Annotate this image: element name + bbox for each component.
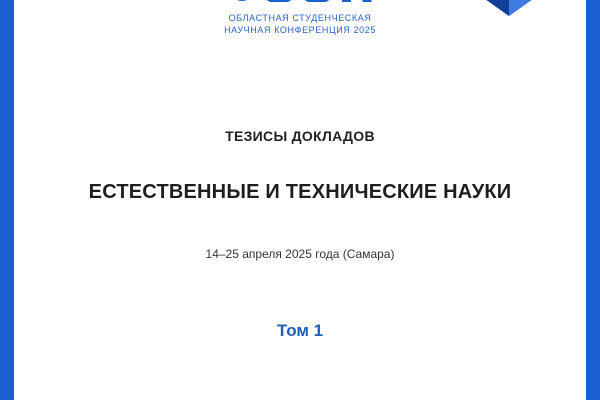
subject-title: ЕСТЕСТВЕННЫЕ И ТЕХНИЧЕСКИЕ НАУКИ bbox=[88, 181, 512, 203]
volume-label: Том 1 bbox=[276, 321, 324, 340]
conference-title-line-2: НАУЧНАЯ КОНФЕРЕНЦИЯ 2025 bbox=[224, 25, 376, 35]
conference-title-line-1: ОБЛАСТНАЯ СТУДЕНЧЕСКАЯ bbox=[228, 13, 372, 23]
section-title: ТЕЗИСЫ ДОКЛАДОВ bbox=[225, 128, 375, 144]
conference-wordmark-icon bbox=[220, 0, 380, 4]
conference-dates: 14–25 апреля 2025 года (Самара) bbox=[205, 247, 395, 261]
blue-cube-emblem-icon bbox=[478, 0, 540, 18]
